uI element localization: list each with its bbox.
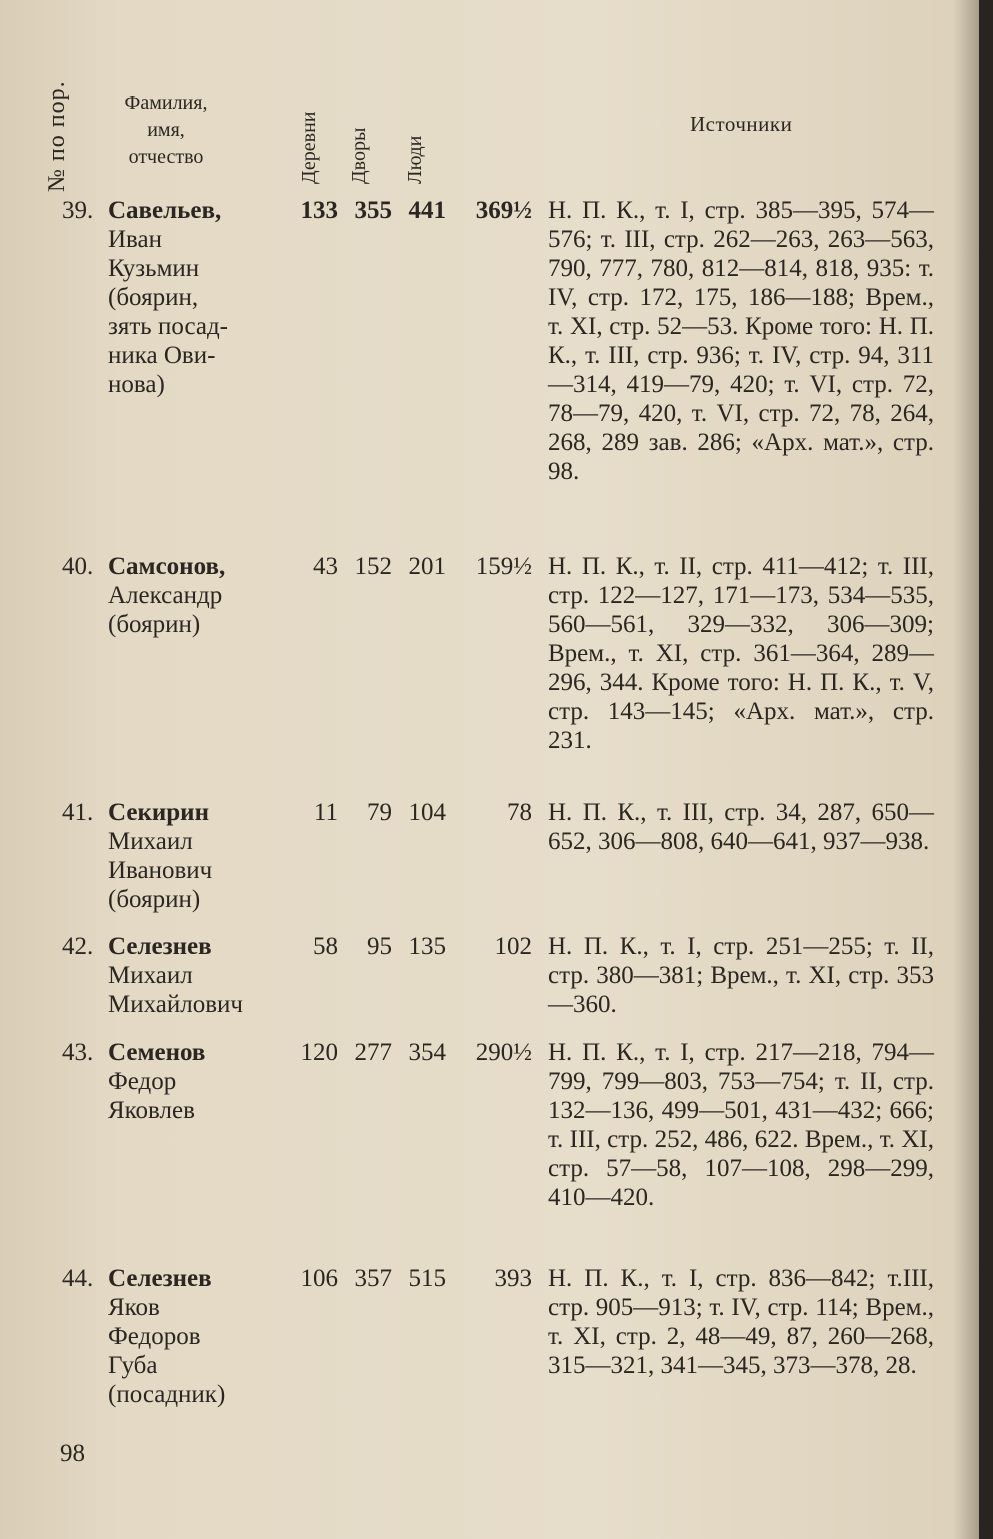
- people-value: 515: [408, 1265, 446, 1292]
- row-number: 43.: [62, 1039, 94, 1066]
- surname: Савельев,: [108, 197, 222, 224]
- obzh-value: 102: [494, 933, 532, 960]
- surname: Семенов: [108, 1039, 206, 1066]
- people-value: 441: [408, 197, 446, 224]
- surname: Самсонов,: [108, 553, 226, 580]
- person-name: Селезнев Михаил Михайлович: [108, 933, 243, 1018]
- person-name: Селезнев Яков Федоров Губа (посадник): [108, 1265, 226, 1408]
- row-number: 41.: [62, 799, 94, 826]
- yards-value: 152: [354, 553, 392, 580]
- obzh-value: 393: [494, 1265, 532, 1292]
- villages-value: 58: [313, 933, 338, 960]
- villages-value: 11: [313, 799, 338, 826]
- surname: Селезнев: [108, 1265, 212, 1292]
- page-number: 98: [60, 1440, 85, 1467]
- obzh-value: 78: [507, 799, 532, 826]
- header-name: Фамилия, имя, отчество: [124, 92, 208, 168]
- yards-value: 277: [354, 1039, 392, 1066]
- person-name: Савельев, Иван Кузьмин (боярин, зять посад- ника Ови- нова): [108, 197, 228, 398]
- header-number: № по пор.: [44, 80, 70, 192]
- row-number: 44.: [62, 1265, 94, 1292]
- villages-value: 133: [300, 197, 338, 224]
- obzh-value: 369½: [475, 197, 532, 224]
- person-name: Секирин Михаил Иванович (боярин): [108, 799, 213, 913]
- obzh-value: 159½: [475, 553, 532, 580]
- people-value: 135: [408, 933, 446, 960]
- header-yards: Дворы: [348, 127, 370, 184]
- row-number: 40.: [62, 553, 94, 580]
- header-people: Люди: [404, 135, 426, 184]
- header-sources: Источники: [690, 112, 793, 136]
- row-number: 42.: [62, 933, 94, 960]
- header-villages: Деревни: [298, 111, 320, 184]
- villages-value: 43: [313, 553, 338, 580]
- people-value: 201: [408, 553, 446, 580]
- villages-value: 106: [300, 1265, 338, 1292]
- person-name: Самсонов, Александр (боярин): [108, 553, 226, 638]
- sources-text: Н. П. К., т. I, стр. 217—218, 794—799, 799—803, 753—754; т. II, стр. 132—136, 499—501, 431—432; 666; т. III, стр. 252, 486, 622. Врем., т. XI, стр. 57—58, 107—108, 298—299, 410—420.: [548, 1039, 934, 1211]
- row-number: 39.: [62, 197, 94, 224]
- yards-value: 95: [367, 933, 392, 960]
- sources-text: Н. П. К., т. I, стр. 836—842; т.III, стр. 905—913; т. IV, стр. 114; Врем., т. XI, стр. 2, 48—49, 87, 260—268, 315—321, 341—345, 373—378, 28.: [548, 1265, 934, 1379]
- sources-text: Н. П. К., т. I, стр. 251—255; т. II, стр. 380—381; Врем., т. XI, стр. 353—360.: [548, 933, 934, 1018]
- yards-value: 79: [367, 799, 392, 826]
- person-name: Семенов Федор Яковлев: [108, 1039, 206, 1124]
- people-value: 354: [408, 1039, 446, 1066]
- sources-text: Н. П. К., т. II, стр. 411—412; т. III, стр. 122—127, 171—173, 534—535, 560—561, 329—332, 306—309; Врем., т. XI, стр. 361—364, 289—296, 344. Кроме того: Н. П. К., т. V, стр. 143—145; «Арх. мат.», стр. 231.: [548, 553, 934, 754]
- yards-value: 357: [354, 1265, 392, 1292]
- obzh-value: 290½: [475, 1039, 532, 1066]
- surname: Селезнев: [108, 933, 212, 960]
- surname: Секирин: [108, 799, 209, 826]
- villages-value: 120: [300, 1039, 338, 1066]
- yards-value: 355: [354, 197, 392, 224]
- book-spine: [979, 0, 993, 1539]
- sources-text: Н. П. К., т. III, стр. 34, 287, 650—652, 306—808, 640—641, 937—938.: [548, 799, 934, 855]
- people-value: 104: [408, 799, 446, 826]
- sources-text: Н. П. К., т. I, стр. 385—395, 574—576; т. III, стр. 262—263, 263—563, 790, 777, 780, 812—814, 818, 935: т. IV, стр. 172, 175, 186—188; Врем., т. XI, стр. 52—53. Кроме того: Н. П. К., т. III, стр. 936; т. IV, стр. 94, 311—314, 419—79, 420; т. VI, стр. 72, 78—79, 420, т. VI, стр. 72, 78, 264, 268, 289 зав. 286; «Арх. мат.», стр. 98.: [548, 197, 934, 485]
